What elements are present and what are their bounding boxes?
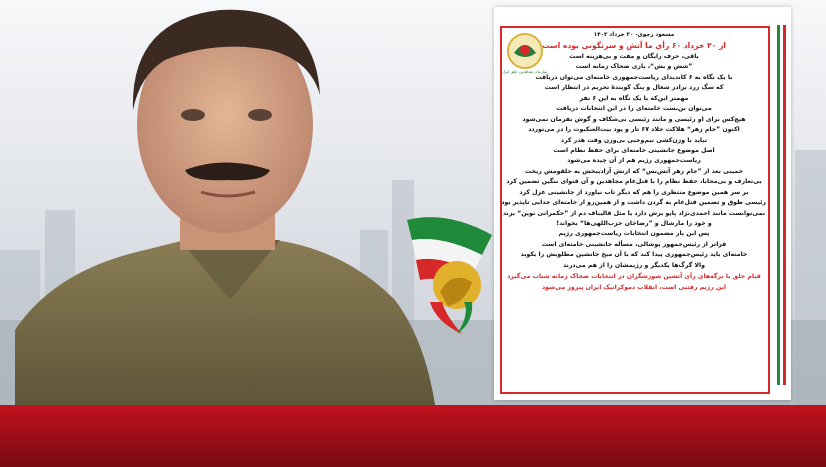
text-line: اصل موضوع جانشینی خامنه‌ای برای حفظ نظام است [553,146,715,154]
lion-sun-flag-emblem [402,210,494,340]
text-line: بر سر همین موضوع منتظری را هم که دیگر تاب نیاورد از جانشینی عزل کرد [519,188,749,196]
text-line: فراتر از رئیس‌جمهور پوشالی، مسأله جانشینی خامنه‌ای است [541,240,727,248]
text-line: اکنون ”جام زهر“ هلاکت جلاد ۶۷ تار و پود بیت‌العنکبوت را در می‌نوردد [528,126,740,134]
flag-stripe-red [783,25,786,385]
text-line: و خود را مارشال و ”رضاخان حزب‌اللهی‌ها“ بخواند! [556,220,712,227]
text-line: بی‌تعارف و بی‌محابا، حفظ نظام را با قتل‌عام مجاهدین و آن فتوای ننگین تضمین کرد [506,178,762,186]
statement-card [494,7,791,400]
text-line: می‌توان بن‌بست خامنه‌ای را در این انتخابات دریافت [556,105,712,113]
text-line: خامنه‌ای باید رئیس‌جمهوری پیدا کند که با آن میخ جانشین مطلوبش را بکوبد [520,251,748,259]
text-line: باقی، حرف رایگان و مفت و بی‌هزینه است [569,53,699,60]
text-line: خمینی بعد از ”جام زهر آتش‌بس“ که ارتش آزادیبخش به حلقومش ریخت [524,167,744,175]
portrait-image [15,0,435,405]
text-line: نمی‌توانست مانند احمدی‌نژاد پایو برش دارد یا مثل قالیباف دم از ”حکمرانی نوین“ بزند [502,209,766,217]
statement-text [502,31,766,293]
text-line: مهمتر این‌که با یک نگاه به این ۶ نفر [579,94,689,102]
text-line: با یک نگاه به ۶ کاندیدای ریاست‌جمهوری خامنه‌ای می‌توان دریافت [535,73,733,81]
date-line: مسعود رجوی- ۳۰ خرداد ۱۴۰۳ [593,32,675,38]
text-line: نباید با وزن‌کشی نیم‌وجبی بی‌وزن وقت هدر کرد [560,136,708,144]
text-line: پس این بار مضمون انتخابات ریاست‌جمهوری رژیم [558,230,710,238]
text-line: ”شش و بش“، بازی ضحاک زمانه است [575,63,693,71]
text-line: والا گرگ‌ها یکدیگر و رژیمشان را از هم می‌درند [562,261,706,269]
closing-line: قیام خلق با برگه‌های رأی آتشین شورشگران در انتخابات ضحاک زمانه شتاب می‌گیرد [507,273,761,281]
text-line: که سگ زرد برادر شغال و پنگ کوبندهٔ تحریم در انتظار است [544,84,724,92]
bottom-red-band [0,405,826,467]
statement-title: از ۳۰ خرداد ۶۰ رأی ما آتش و سرنگونی بوده است [542,41,726,50]
logo-caption: سازمان مجاهدین خلق ایران [500,69,548,74]
text-line: ریاست‌جمهوری رژیم هم از آن چیده می‌شود [567,157,701,165]
text-line: رئیسی طوق و تضمین قتل‌عام به گردن داشت و از همین‌رو از خامنه‌ای جدایی ناپذیر بود [501,199,766,207]
text-line: هیچ‌کس برای او رئیسی و مانند رئیسی بی‌شکاف و گوش بفرمان نمی‌شود [522,115,746,123]
closing-line: این رژیم رفتنی است، انقلاب دموکراتیک ایران پیروز می‌شود [541,284,727,292]
